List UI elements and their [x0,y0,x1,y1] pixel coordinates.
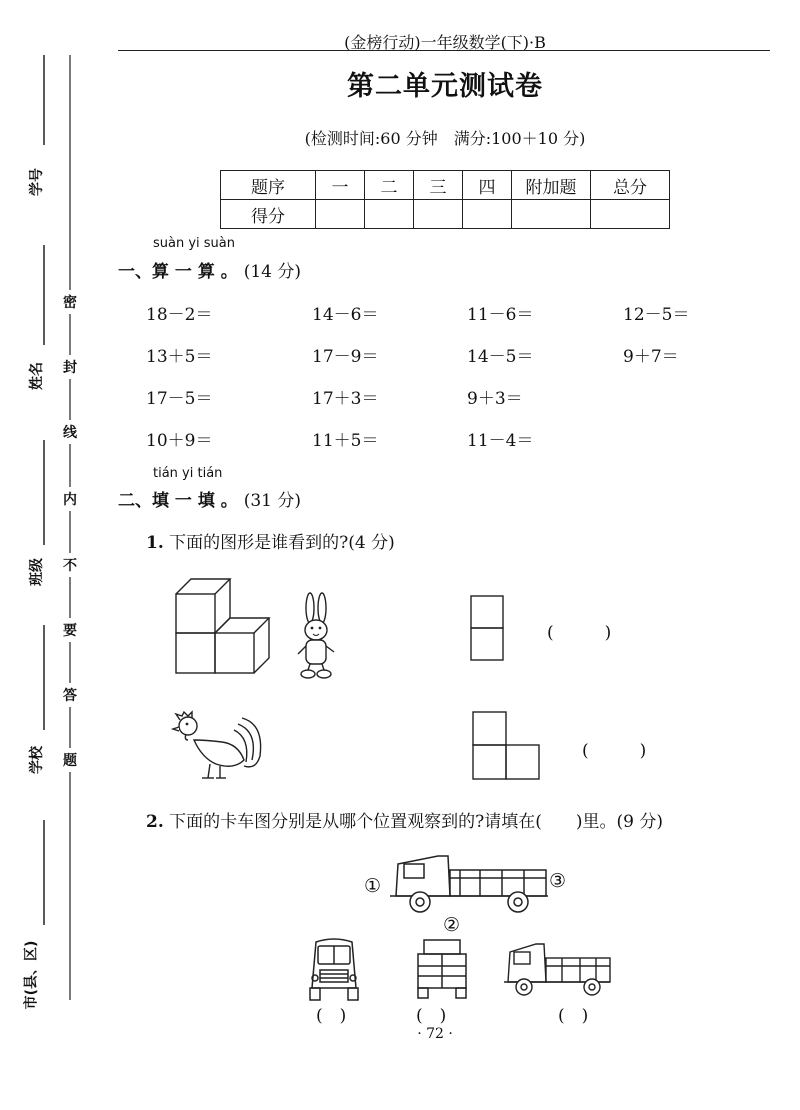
section1-heading [118,257,301,282]
answer-blank-front[interactable]: ( ) [316,1006,347,1026]
question-2 [146,807,663,832]
equation: 14－5＝ [467,347,534,367]
table-cell: 一 [316,171,365,200]
score-input-cell[interactable] [591,200,670,229]
view-shape-two-stacked [470,595,504,661]
question-text: 下面的卡车图分别是从哪个位置观察到的?请填在( )里。(9 分) [169,812,664,832]
score-table [220,170,670,229]
rooster-icon [172,710,267,782]
position-mark-2: ② [443,914,461,936]
section2-heading [118,486,301,511]
answer-blank-back[interactable]: ( ) [416,1006,447,1026]
table-cell: 三 [414,171,463,200]
page-number: · 72 · [417,1026,453,1042]
equation: 9＋3＝ [467,389,523,409]
equation: 17＋3＝ [312,389,379,409]
question-1 [146,528,395,553]
view-shape-l-shape [472,711,540,781]
section1-title: 一、算 一 算 。 [118,262,238,282]
position-mark-1: ① [364,875,382,897]
section2-pinyin: tián yi tián [153,466,223,481]
truck-back-view [414,938,470,1000]
answer-blank[interactable]: ( ) [547,623,612,643]
cube-stack-figure [175,578,275,674]
seal-char: 题 [63,748,77,772]
label-student-id: 学号 [29,168,45,196]
score-table-score-row [221,200,670,229]
section2-title: 二、填 一 填 。 [118,491,238,511]
answer-blank[interactable]: ( ) [582,741,647,761]
table-cell: 二 [365,171,414,200]
seal-char: 不 [63,553,77,577]
equation: 18－2＝ [146,305,213,325]
truck-side-view [390,852,550,914]
score-input-cell[interactable] [512,200,591,229]
equation: 17－9＝ [312,347,379,367]
truck-side-view-small [502,942,612,996]
page-title: 第二单元测试卷 [347,71,543,102]
equation: 17－5＝ [146,389,213,409]
seal-char: 要 [63,618,77,642]
section1-points: (14 分) [243,262,301,282]
table-cell: 题序 [221,171,316,200]
equation: 9＋7＝ [623,347,679,367]
header-rule [118,50,770,51]
section2-points: (31 分) [243,491,301,511]
table-cell: 得分 [221,200,316,229]
score-table-header-row [221,171,670,200]
question-number: 2. [146,812,164,832]
seal-char: 线 [63,420,77,444]
score-input-cell[interactable] [316,200,365,229]
position-mark-3: ③ [549,870,567,892]
equation: 11－4＝ [467,431,534,451]
question-number: 1. [146,533,164,553]
equation: 12－5＝ [623,305,690,325]
section1-pinyin: suàn yi suàn [153,236,236,251]
table-cell: 四 [463,171,512,200]
label-class: 班级 [29,558,45,586]
question-text: 下面的图形是谁看到的?(4 分) [169,533,395,553]
equation: 10＋9＝ [146,431,213,451]
label-name: 姓名 [29,362,45,390]
seal-char: 密 [63,290,77,314]
book-header: (金榜行动)一年级数学(下)·B [344,33,546,52]
table-cell: 附加题 [512,171,591,200]
seal-char: 内 [63,487,77,511]
score-input-cell[interactable] [463,200,512,229]
seal-char: 答 [63,683,77,707]
score-input-cell[interactable] [414,200,463,229]
equation: 13＋5＝ [146,347,213,367]
exam-info: (检测时间:60 分钟 满分:100＋10 分) [304,129,586,148]
equation: 11－6＝ [467,305,534,325]
score-input-cell[interactable] [365,200,414,229]
equation: 14－6＝ [312,305,379,325]
answer-blank-side[interactable]: ( ) [558,1006,589,1026]
rabbit-icon [294,592,338,682]
table-cell: 总分 [591,171,670,200]
truck-front-view [304,938,364,1002]
equation: 11＋5＝ [312,431,379,451]
seal-char: 封 [63,355,77,379]
label-school: 学校 [29,746,45,774]
label-city: 市(县、区) [23,940,40,1010]
